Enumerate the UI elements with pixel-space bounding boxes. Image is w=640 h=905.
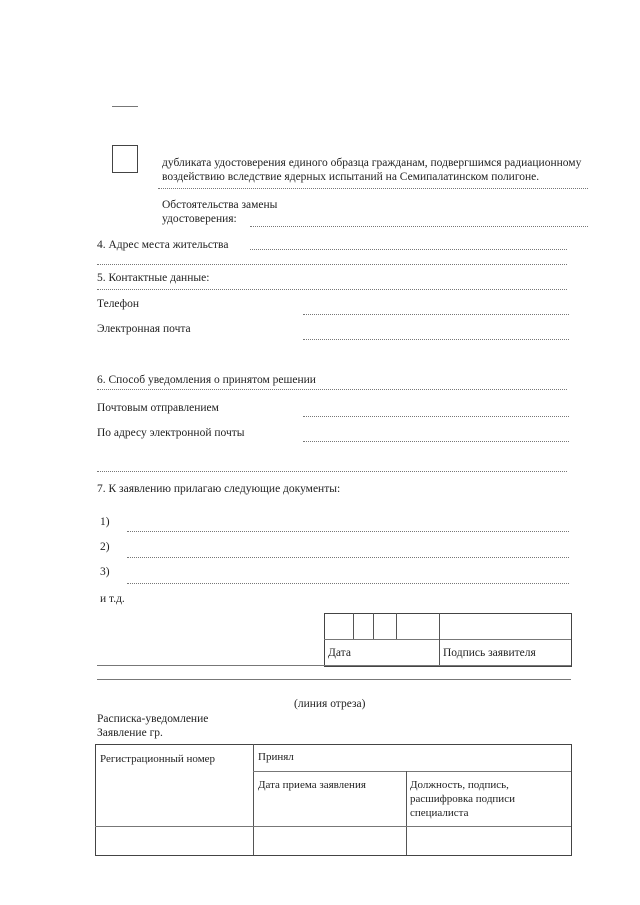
rule xyxy=(95,826,571,827)
address-field-2[interactable] xyxy=(97,264,567,265)
duplicate-text-line1: дубликата удостоверения единого образца гражданам, подвергшимся радиационному xyxy=(162,157,582,169)
email-field[interactable] xyxy=(303,339,569,340)
doc-field-3[interactable] xyxy=(127,583,569,584)
notification-label: 6. Способ уведомления о принятом решении xyxy=(97,374,316,386)
circumstances-label-2: удостоверения: xyxy=(162,213,237,225)
rule xyxy=(324,639,571,640)
doc-item-3: 3) xyxy=(100,566,110,578)
email-label: Электронная почта xyxy=(97,323,191,335)
signature-label: Подпись заявителя xyxy=(443,647,536,659)
doc-item-1: 1) xyxy=(100,516,110,528)
accepted-header: Принял xyxy=(258,751,294,763)
rule xyxy=(396,613,397,639)
phone-field[interactable] xyxy=(303,314,569,315)
rule xyxy=(253,771,571,772)
rule xyxy=(97,679,571,680)
rule xyxy=(253,744,254,855)
top-mark xyxy=(112,106,138,107)
reg-number-header: Регистрационный номер xyxy=(100,753,216,765)
rule xyxy=(353,613,354,639)
address-label: 4. Адрес места жительства xyxy=(97,239,229,251)
phone-label: Телефон xyxy=(97,298,140,310)
date-label: Дата xyxy=(328,647,351,659)
etc-label: и т.д. xyxy=(100,593,125,605)
rule xyxy=(439,613,440,666)
doc-field-1[interactable] xyxy=(127,531,569,532)
mail-label: Почтовым отправлением xyxy=(97,402,219,414)
position-header-2: расшифровка подписи xyxy=(410,793,515,805)
documents-label: 7. К заявлению прилагаю следующие документы: xyxy=(97,483,341,495)
rule xyxy=(373,613,374,639)
notify-email-field[interactable] xyxy=(303,441,569,442)
receipt-title: Расписка-уведомление xyxy=(97,713,209,725)
receipt-applicant: Заявление гр. xyxy=(97,727,163,739)
notify-email-label: По адресу электронной почты xyxy=(97,427,245,439)
circumstances-label-1: Обстоятельства замены xyxy=(162,199,278,211)
position-header-1: Должность, подпись, xyxy=(410,779,509,791)
cut-line-label: (линия отреза) xyxy=(294,698,366,710)
date-received-header: Дата приема заявления xyxy=(258,779,366,791)
rule xyxy=(97,389,567,390)
rule xyxy=(97,471,567,472)
doc-item-2: 2) xyxy=(100,541,110,553)
address-field[interactable] xyxy=(250,249,567,250)
circumstances-field[interactable] xyxy=(250,226,588,227)
duplicate-text-line2: воздействию вследствие ядерных испытаний на Семипалатинском полигоне. xyxy=(162,171,540,183)
position-header-3: специалиста xyxy=(410,807,469,819)
doc-field-2[interactable] xyxy=(127,557,569,558)
duplicate-checkbox[interactable] xyxy=(112,145,138,173)
contacts-label: 5. Контактные данные: xyxy=(97,272,210,284)
rule xyxy=(97,665,571,666)
mail-field[interactable] xyxy=(303,416,569,417)
rule xyxy=(406,771,407,855)
rule xyxy=(97,289,567,290)
rule xyxy=(158,188,588,189)
